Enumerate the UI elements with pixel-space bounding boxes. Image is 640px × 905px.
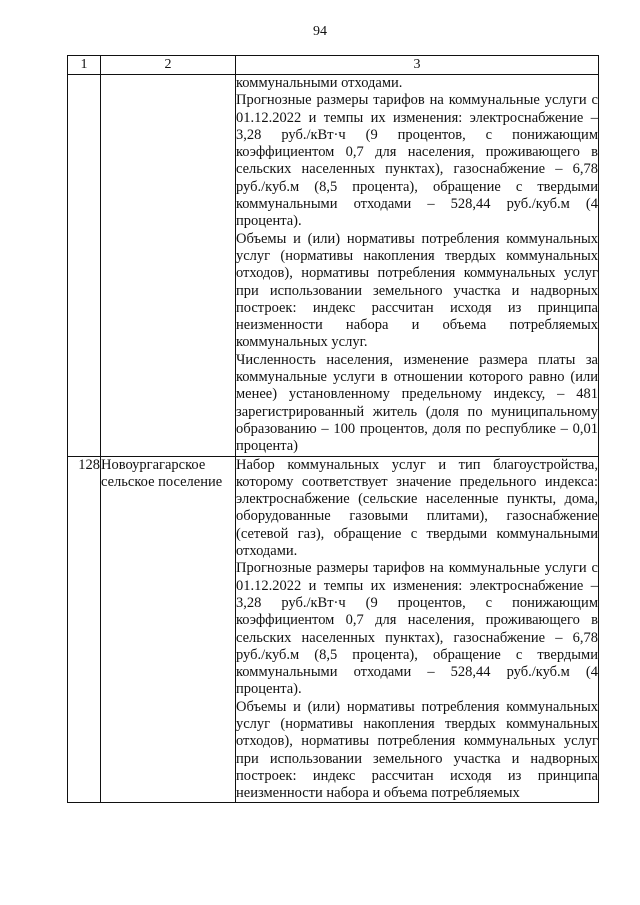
settlement-name: Новоургагарское сельское поселение xyxy=(101,456,236,803)
description-cell xyxy=(236,75,599,457)
table-header-row xyxy=(68,56,599,75)
column-header-3: 3 xyxy=(236,56,599,75)
paragraph: Прогнозные размеры тарифов на коммунальные услуги с 01.12.2022 и темпы их изменения: электроснабжение – 3,28 руб./кВт·ч (9 процентов, с понижающим коэффициентом 0,7 для населения, проживающего в сельских населенных пунктах), газоснабжение – 6,78 руб./куб.м (8,5 процента), обращение с твердыми коммунальными отходами – 528,44 руб./куб.м (4 процента). xyxy=(236,92,598,230)
table-row xyxy=(68,456,599,803)
paragraph: Прогнозные размеры тарифов на коммунальные услуги с 01.12.2022 и темпы их изменения: электроснабжение – 3,28 руб./кВт·ч (9 процентов, с понижающим коэффициентом 0,7 для населения, проживающего в сельских населенных пунктах), газоснабжение – 6,78 руб./куб.м (8,5 процента), обращение с твердыми коммунальными отходами – 528,44 руб./куб.м (4 процента). xyxy=(236,560,598,698)
paragraph: Набор коммунальных услуг и тип благоустройства, которому соответствует значение предельного индекса: электроснабжение (сельские населенные пункты, дома, оборудованные газовыми плитами), газоснабжение (сетевой газ), обращение с твердыми коммунальными отходами. xyxy=(236,456,598,560)
page-number: 94 xyxy=(313,24,327,39)
paragraph: Объемы и (или) нормативы потребления коммунальных услуг (нормативы накопления твердых коммунальных отходов), нормативы потребления коммунальных услуг при использовании земельного участка и надворных построек: индекс рассчитан исходя из принципа неизменности набора и объема потребляемых xyxy=(236,698,598,802)
column-header-2: 2 xyxy=(101,56,236,75)
settlement-name xyxy=(101,75,236,457)
table-row xyxy=(68,75,599,457)
row-number xyxy=(68,75,101,457)
column-header-1: 1 xyxy=(68,56,101,75)
description-cell xyxy=(236,456,599,803)
paragraph: Объемы и (или) нормативы потребления коммунальных услуг (нормативы накопления твердых коммунальных отходов), нормативы потребления коммунальных услуг при использовании земельного участка и надворных построек: индекс рассчитан исходя из принципа неизменности набора и объема потребляемых коммунальных услуг. xyxy=(236,230,598,351)
row-number: 128 xyxy=(68,456,101,803)
document-table xyxy=(67,55,599,803)
paragraph: Численность населения, изменение размера платы за коммунальные услуги в отношении которого равно (или менее) установленному предельному индексу, – 481 зарегистрированный житель (доля по муниципальному образованию – 100 процентов, доля по республике – 0,01 процента) xyxy=(236,351,598,455)
paragraph: коммунальными отходами. xyxy=(236,75,403,91)
